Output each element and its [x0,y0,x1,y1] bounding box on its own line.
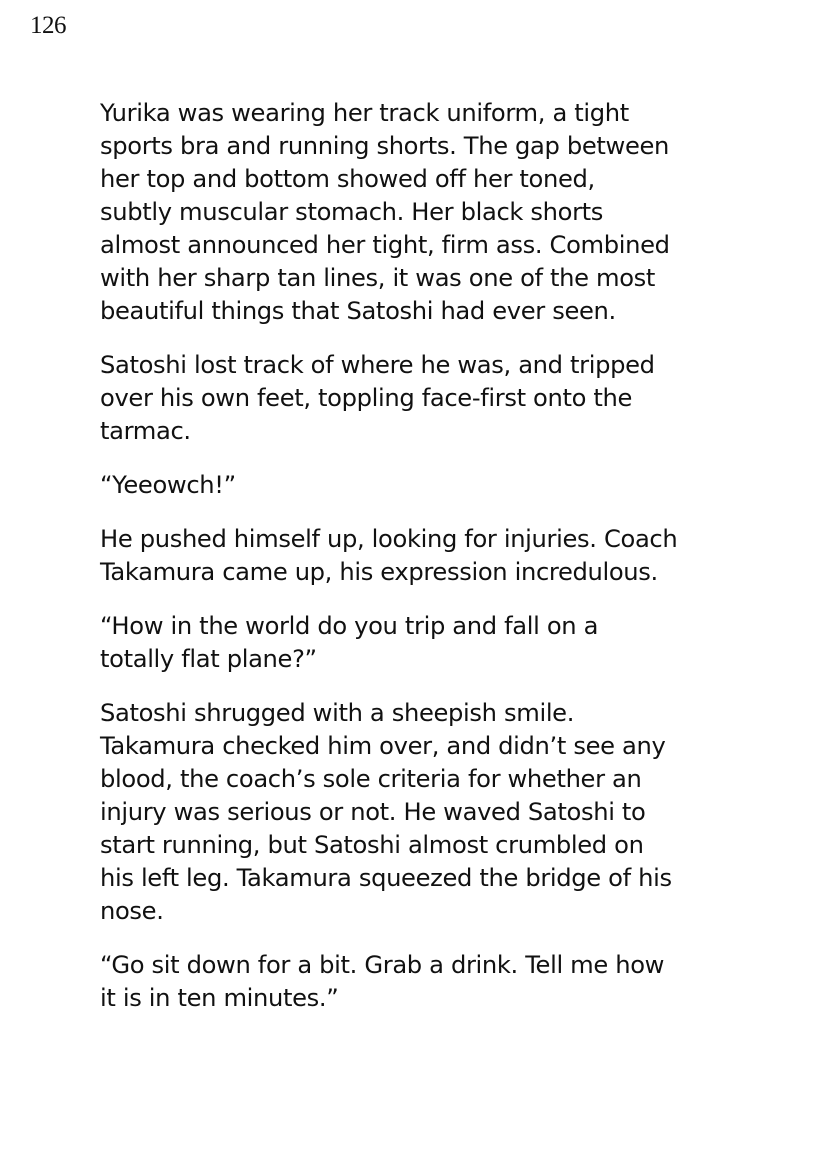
text-line: “Yeeowch!” [100,471,236,499]
paragraph-1 [100,97,720,328]
text-line: over his own feet, toppling face-first onto the [100,384,633,412]
text-line: Takamura checked him over, and didn’t see any [100,732,666,760]
text-line: “How in the world do you trip and fall on a [100,612,599,640]
text-line: almost announced her tight, firm ass. Combined [100,231,670,259]
body-text [100,97,720,1036]
text-line: her top and bottom showed off her toned, [100,165,595,193]
text-line: blood, the coach’s sole criteria for whether an [100,765,642,793]
paragraph-3 [100,469,720,502]
paragraph-5 [100,610,720,676]
text-line: nose. [100,897,164,925]
text-line: “Go sit down for a bit. Grab a drink. Tell me how [100,951,665,979]
text-line: totally flat plane?” [100,645,317,673]
paragraph-7 [100,949,720,1015]
text-line: beautiful things that Satoshi had ever seen. [100,297,616,325]
text-line: it is in ten minutes.” [100,984,339,1012]
text-line: Satoshi lost track of where he was, and tripped [100,351,655,379]
paragraph-4 [100,523,720,589]
page-number: 126 [30,12,66,39]
text-line: tarmac. [100,417,191,445]
text-line: sports bra and running shorts. The gap between [100,132,670,160]
text-line: with her sharp tan lines, it was one of the most [100,264,656,292]
text-line: Takamura came up, his expression incredulous. [100,558,658,586]
text-line: start running, but Satoshi almost crumbled on [100,831,644,859]
text-line: Yurika was wearing her track uniform, a tight [100,99,629,127]
paragraph-2 [100,349,720,448]
text-line: Satoshi shrugged with a sheepish smile. [100,699,575,727]
text-line: his left leg. Takamura squeezed the bridge of his [100,864,672,892]
text-line: He pushed himself up, looking for injuries. Coach [100,525,678,553]
text-line: injury was serious or not. He waved Satoshi to [100,798,646,826]
paragraph-6 [100,697,720,928]
text-line: subtly muscular stomach. Her black shorts [100,198,604,226]
